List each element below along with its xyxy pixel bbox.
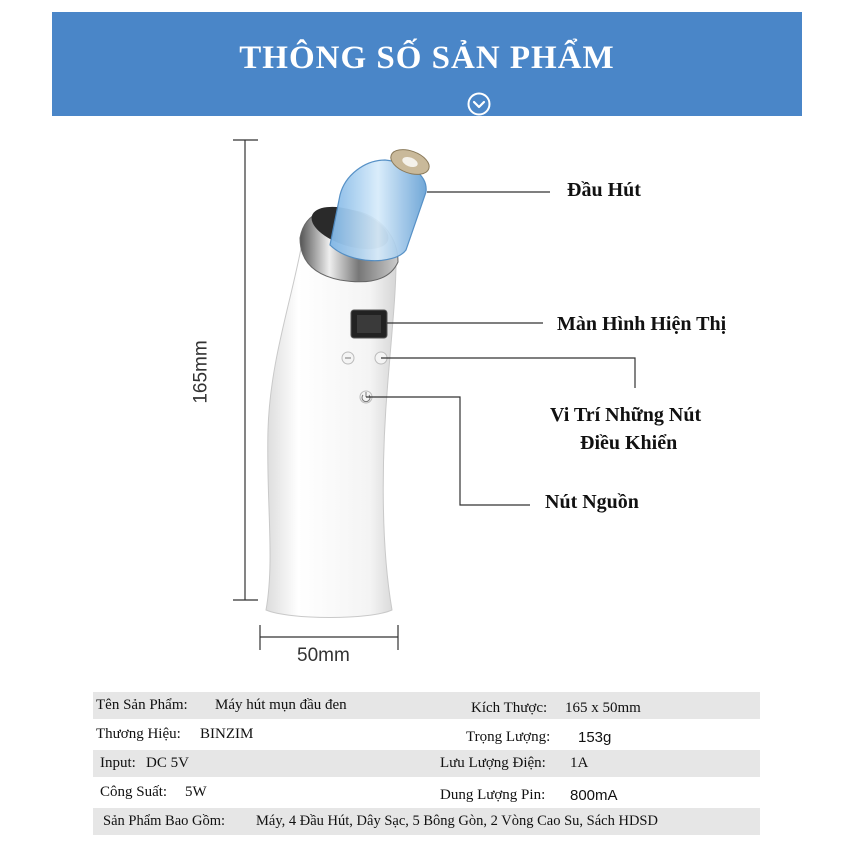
- label-buttons-line1: Vi Trí Những Nút: [550, 404, 702, 426]
- spec-name-value: Máy hút mụn đầu đen: [215, 697, 347, 713]
- spec-input-label: Input:: [100, 755, 136, 771]
- spec-current-value: 1A: [570, 755, 589, 771]
- spec-size-value: 165 x 50mm: [565, 700, 641, 716]
- spec-power-label: Công Suất:: [100, 784, 168, 800]
- device-body: [266, 238, 396, 618]
- spec-brand-value: BINZIM: [200, 726, 254, 742]
- spec-size-label: Kích Thược:: [471, 700, 548, 716]
- spec-package-label: Sản Phẩm Bao Gồm:: [103, 813, 226, 829]
- banner-title: THÔNG SỐ SẢN PHẨM: [239, 40, 615, 76]
- spec-input-value: DC 5V: [146, 755, 189, 771]
- label-buttons-line2: Điều Khiển: [580, 432, 678, 454]
- height-label: 165mm: [190, 340, 212, 404]
- spec-current-label: Lưu Lượng Điện:: [440, 755, 546, 771]
- spec-table: [93, 692, 760, 837]
- spec-row: [93, 779, 760, 808]
- spec-battery-label: Dung Lượng Pin:: [440, 787, 546, 803]
- spec-row: [93, 721, 760, 750]
- spec-weight-label: Trọng Lượng:: [466, 729, 551, 745]
- label-power: Nút Nguồn: [545, 491, 639, 513]
- callout-line-buttons: [381, 358, 635, 388]
- nozzle-cap: [330, 160, 426, 261]
- width-label: 50mm: [297, 645, 350, 666]
- spec-name-label: Tên Sản Phẩm:: [96, 697, 188, 713]
- spec-power-value: 5W: [185, 784, 207, 800]
- spec-package-value: Máy, 4 Đầu Hút, Dây Sạc, 5 Bông Gòn, 2 Vòng Cao Su, Sách HDSD: [256, 813, 658, 829]
- spec-row: [93, 692, 760, 721]
- spec-brand-label: Thương Hiệu:: [96, 726, 181, 742]
- spec-weight-value: 153g: [578, 729, 612, 746]
- height-dimension-line: [233, 140, 258, 600]
- spec-row: [93, 808, 760, 837]
- callout-line-power: [366, 397, 530, 505]
- label-display: Màn Hình Hiện Thị: [557, 313, 727, 335]
- spec-row: [93, 750, 760, 779]
- label-nozzle: Đầu Hút: [567, 179, 641, 201]
- spec-battery-value: 800mA: [570, 787, 618, 804]
